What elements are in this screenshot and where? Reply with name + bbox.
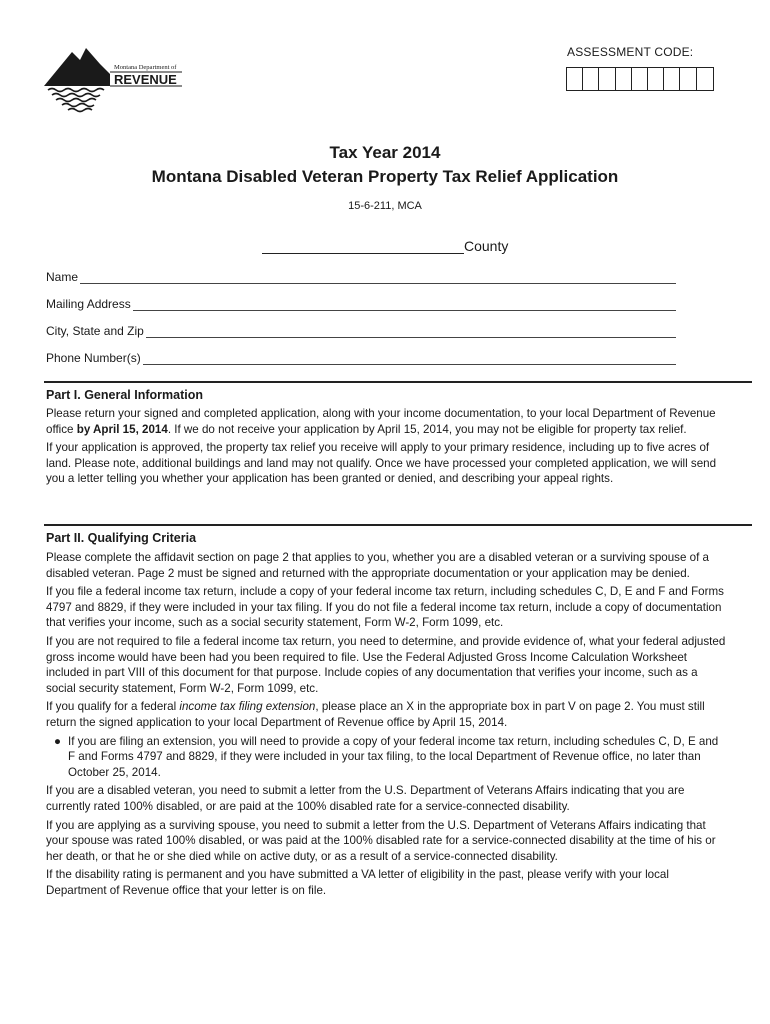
county-field[interactable] [262, 237, 508, 254]
part2-heading: Part II. Qualifying Criteria [46, 531, 197, 545]
assessment-code-box[interactable] [648, 68, 664, 90]
part2-body [46, 550, 726, 901]
assessment-code-box[interactable] [599, 68, 615, 90]
part1-body [46, 406, 726, 490]
mailing-address-input-line[interactable] [133, 298, 676, 311]
part2-paragraph: If you are a disabled veteran, you need to submit a letter from the U.S. Department of Veterans Affairs indicating that you are currently rated 100% disabled, or are paid at the 100% disabled rate for a service-connected disability. [46, 784, 685, 813]
part2-paragraph: If you file a federal income tax return, include a copy of your federal income tax return, including schedules C, D, E and F and Forms 4797 and 8829, if they were included in your tax filing. If you do not file a federal income tax return, include a copy of documentation that verifies your income, such as a social security statement, Form W-2, Form 1099, etc. [46, 585, 724, 630]
montana-revenue-logo [44, 44, 184, 114]
part2-p4-text-end: , please place an X in the appropriate box in part V on page 2. You must still return the signed application to your local Department of Revenue office by April 15, 2014. [46, 700, 705, 729]
bullet-icon: ● [54, 734, 62, 748]
part2-p4-text: If you qualify for a federal [46, 700, 180, 714]
assessment-code-box[interactable] [616, 68, 632, 90]
part1-paragraph [46, 406, 726, 437]
extension-term: income tax filing extension [179, 700, 316, 714]
assessment-code-box[interactable] [567, 68, 583, 90]
mailing-address-field[interactable] [46, 297, 676, 311]
logo-small-text: Montana Department of [114, 64, 177, 71]
part1-p1-text: Please return your signed and completed application, along with your income documentation, to your local Department of Revenue office [46, 407, 716, 436]
phone-field[interactable] [46, 351, 676, 365]
part2-rule [44, 524, 752, 526]
assessment-code-box[interactable] [583, 68, 599, 90]
assessment-code-box[interactable] [680, 68, 696, 90]
part1-p1-text-end: . If we do not receive your application by April 15, 2014, you may not be eligible for property tax relief. [167, 422, 687, 436]
mailing-address-label: Mailing Address [46, 297, 131, 311]
extension-bullet [46, 734, 726, 781]
part2-paragraph: Please complete the affidavit section on page 2 that applies to you, whether you are a disabled veteran or a surviving spouse of a disabled veteran. Page 2 must be signed and returned with the appropriate documentation or your application may be denied. [46, 551, 709, 580]
part2-paragraph: If you are not required to file a federal income tax return, you need to determine, and provide evidence of, what your federal adjusted gross income would have been had you been required to file. Use the Federal Adjusted Gross Income Calculation Worksheet included in part VIII of this document for that purpose. Include copies of any documentation that verifies your income, such as a social security statement, Form W-2, Form 1099, etc. [46, 634, 726, 695]
part2-paragraph: If you are applying as a surviving spouse, you need to submit a letter from the U.S. Department of Veterans Affairs indicating that your spouse was rated 100% disabled, or was paid at the 100% disabled rate for a service-connected disability at the time of his or her death, or that he or she died while on active duty, or as a result of a service-connected disability. [46, 818, 716, 863]
part2-paragraph: If the disability rating is permanent and you have submitted a VA letter of eligibility in the past, please verify with your local Department of Revenue office that your letter is on file. [46, 868, 669, 897]
logo-big-text: REVENUE [114, 72, 177, 87]
part1-deadline: by April 15, 2014 [76, 422, 168, 436]
part1-rule [44, 381, 752, 383]
part1-paragraph: If your application is approved, the property tax relief you receive will apply to your primary residence, including up to five acres of land. Please note, additional buildings and land may not qualify. Once we have processed your completed application, we will send you a letter telling you whether your application has been granted or denied, and describing your appeal rights. [46, 441, 717, 486]
form-title-year: Tax Year 2014 [329, 143, 441, 162]
form-title-block [0, 142, 770, 212]
assessment-code-box[interactable] [697, 68, 713, 90]
assessment-code-box[interactable] [664, 68, 680, 90]
assessment-code-label: ASSESSMENT CODE: [567, 45, 694, 59]
statute-reference: 15-6-211, MCA [348, 200, 422, 212]
name-label: Name [46, 270, 79, 284]
phone-input-line[interactable] [143, 352, 676, 365]
phone-label: Phone Number(s) [46, 351, 141, 365]
form-title: Montana Disabled Veteran Property Tax Relief Application [151, 167, 619, 186]
county-label: County [464, 238, 509, 254]
name-field[interactable] [46, 270, 676, 284]
extension-bullet-text: If you are filing an extension, you will need to provide a copy of your federal income tax return, including schedules C, D, E and F and Forms 4797 and 8829, if they were included in your tax filing, to the local Department of Revenue office, no later than October 25, 2014. [68, 734, 719, 779]
city-state-zip-field[interactable] [46, 324, 676, 338]
assessment-code-box[interactable] [632, 68, 648, 90]
city-state-zip-label: City, State and Zip [46, 324, 144, 338]
city-state-zip-input-line[interactable] [146, 325, 676, 338]
part2-paragraph [46, 699, 726, 730]
county-input-line[interactable] [262, 237, 464, 254]
part1-heading: Part I. General Information [46, 388, 203, 402]
name-input-line[interactable] [80, 271, 676, 284]
assessment-code-boxes[interactable] [566, 67, 714, 91]
